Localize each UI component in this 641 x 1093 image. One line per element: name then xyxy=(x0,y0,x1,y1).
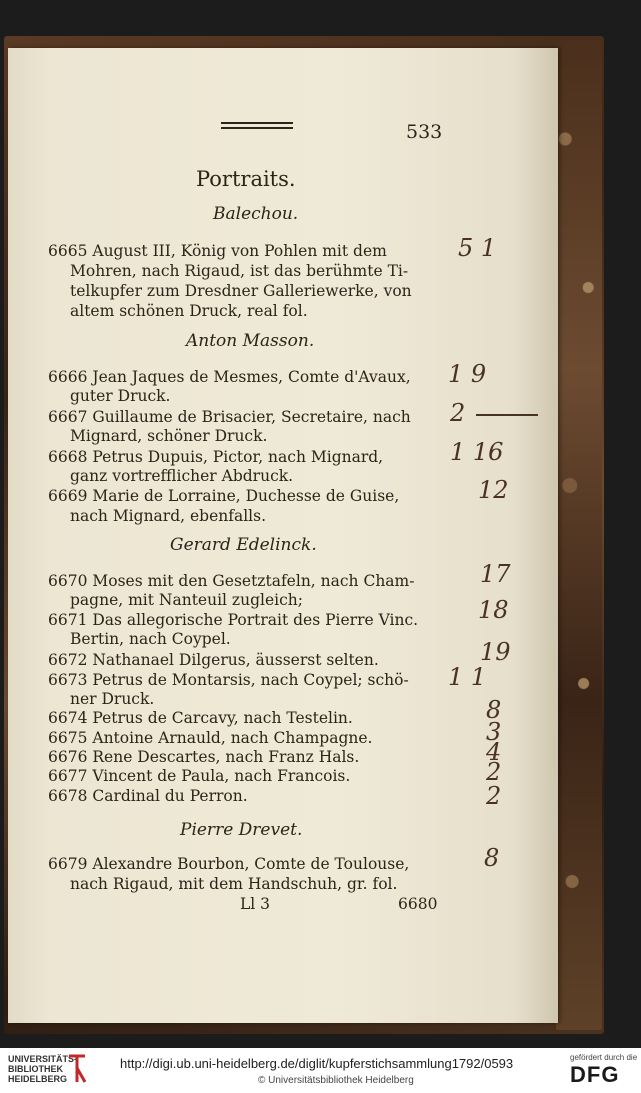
signature-mark: Ll 3 xyxy=(240,895,271,913)
entry-line: pagne, mit Nanteuil zugleich; xyxy=(70,591,303,609)
library-logo-line: HEIDELBERG xyxy=(8,1074,68,1084)
entry-line: 6666 Jean Jaques de Mesmes, Comte d'Avaux, xyxy=(48,368,411,386)
handwritten-price: 2 xyxy=(486,782,502,810)
entry-line: 6665 August III, König von Pohlen mit dem xyxy=(48,242,387,260)
entry-line: ganz vortrefflicher Abdruck. xyxy=(70,467,294,485)
handwritten-price: 8 xyxy=(484,844,500,872)
dfg-logo: DFG xyxy=(570,1062,620,1087)
entry-line: guter Druck. xyxy=(70,387,171,405)
entry-line: Mignard, schöner Druck. xyxy=(70,427,268,445)
handwritten-price: 1 1 xyxy=(448,663,487,691)
entry-line: nach Rigaud, mit dem Handschuh, gr. fol. xyxy=(70,875,398,893)
library-mark-icon xyxy=(67,1054,87,1084)
handwritten-price: 2 xyxy=(486,758,502,786)
entry-line: 6671 Das allegorische Portrait des Pierre Vinc. xyxy=(48,611,419,629)
entry-line: 6678 Cardinal du Perron. xyxy=(48,787,248,805)
entry-line: 6668 Petrus Dupuis, Pictor, nach Mignard, xyxy=(48,448,384,466)
handwritten-price: 4 xyxy=(486,738,502,766)
entry-line: 6667 Guillaume de Brisacier, Secretaire, nach xyxy=(48,408,411,426)
handwritten-price: 12 xyxy=(478,476,509,504)
handwritten-price: 19 xyxy=(480,638,511,666)
handwritten-price: 8 xyxy=(486,696,502,724)
engraver-heading: Gerard Edelinck. xyxy=(170,535,317,555)
page-number: 533 xyxy=(406,121,443,143)
footer-bar xyxy=(0,1048,641,1093)
entry-line: 6677 Vincent de Paula, nach Francois. xyxy=(48,767,351,785)
entry-line: 6675 Antoine Arnauld, nach Champagne. xyxy=(48,729,373,747)
entry-line: 6670 Moses mit den Gesetztafeln, nach Cham- xyxy=(48,572,415,590)
catchword: 6680 xyxy=(398,895,438,913)
section-title: Portraits. xyxy=(196,167,296,191)
header-rule xyxy=(221,127,293,129)
price-dash xyxy=(476,414,538,416)
entry-line: 6679 Alexandre Bourbon, Comte de Toulouse, xyxy=(48,855,410,873)
marbled-cover-edge xyxy=(556,40,602,1030)
entry-line: telkupfer zum Dresdner Galleriewerke, von xyxy=(70,282,412,300)
handwritten-price: 3 xyxy=(486,718,502,746)
library-logo-line: BIBLIOTHEK xyxy=(8,1064,63,1074)
entry-line: 6672 Nathanael Dilgerus, äusserst selten. xyxy=(48,651,379,669)
engraver-heading: Balechou. xyxy=(213,204,299,224)
handwritten-price: 2 xyxy=(450,399,466,427)
entry-line: 6674 Petrus de Carcavy, nach Testelin. xyxy=(48,709,353,727)
library-logo-line: UNIVERSITÄTS- xyxy=(8,1054,78,1064)
engraver-heading: Pierre Drevet. xyxy=(180,820,303,840)
header-rule xyxy=(221,122,293,124)
copyright-text: © Universitätsbibliothek Heidelberg xyxy=(258,1075,414,1086)
handwritten-price: 1 9 xyxy=(448,360,487,388)
entry-line: 6673 Petrus de Montarsis, nach Coypel; schö- xyxy=(48,671,409,689)
handwritten-price: 17 xyxy=(480,560,511,588)
entry-line: Mohren, nach Rigaud, ist das berühmte Ti- xyxy=(70,262,409,280)
entry-line: Bertin, nach Coypel. xyxy=(70,630,231,648)
source-url[interactable]: http://digi.ub.uni-heidelberg.de/diglit/kupferstichsammlung1792/0593 xyxy=(120,1056,514,1071)
book-page xyxy=(8,48,558,1023)
entry-line: 6676 Rene Descartes, nach Franz Hals. xyxy=(48,748,360,766)
entry-line: altem schönen Druck, real fol. xyxy=(70,302,308,320)
handwritten-price: 1 16 xyxy=(450,438,504,466)
engraver-heading: Anton Masson. xyxy=(186,331,315,351)
handwritten-price: 5 1 xyxy=(458,234,497,262)
funding-note: gefördert durch die xyxy=(570,1053,638,1062)
entry-line: nach Mignard, ebenfalls. xyxy=(70,507,266,525)
entry-line: ner Druck. xyxy=(70,690,155,708)
handwritten-price: 18 xyxy=(478,596,509,624)
entry-line: 6669 Marie de Lorraine, Duchesse de Guise, xyxy=(48,487,400,505)
